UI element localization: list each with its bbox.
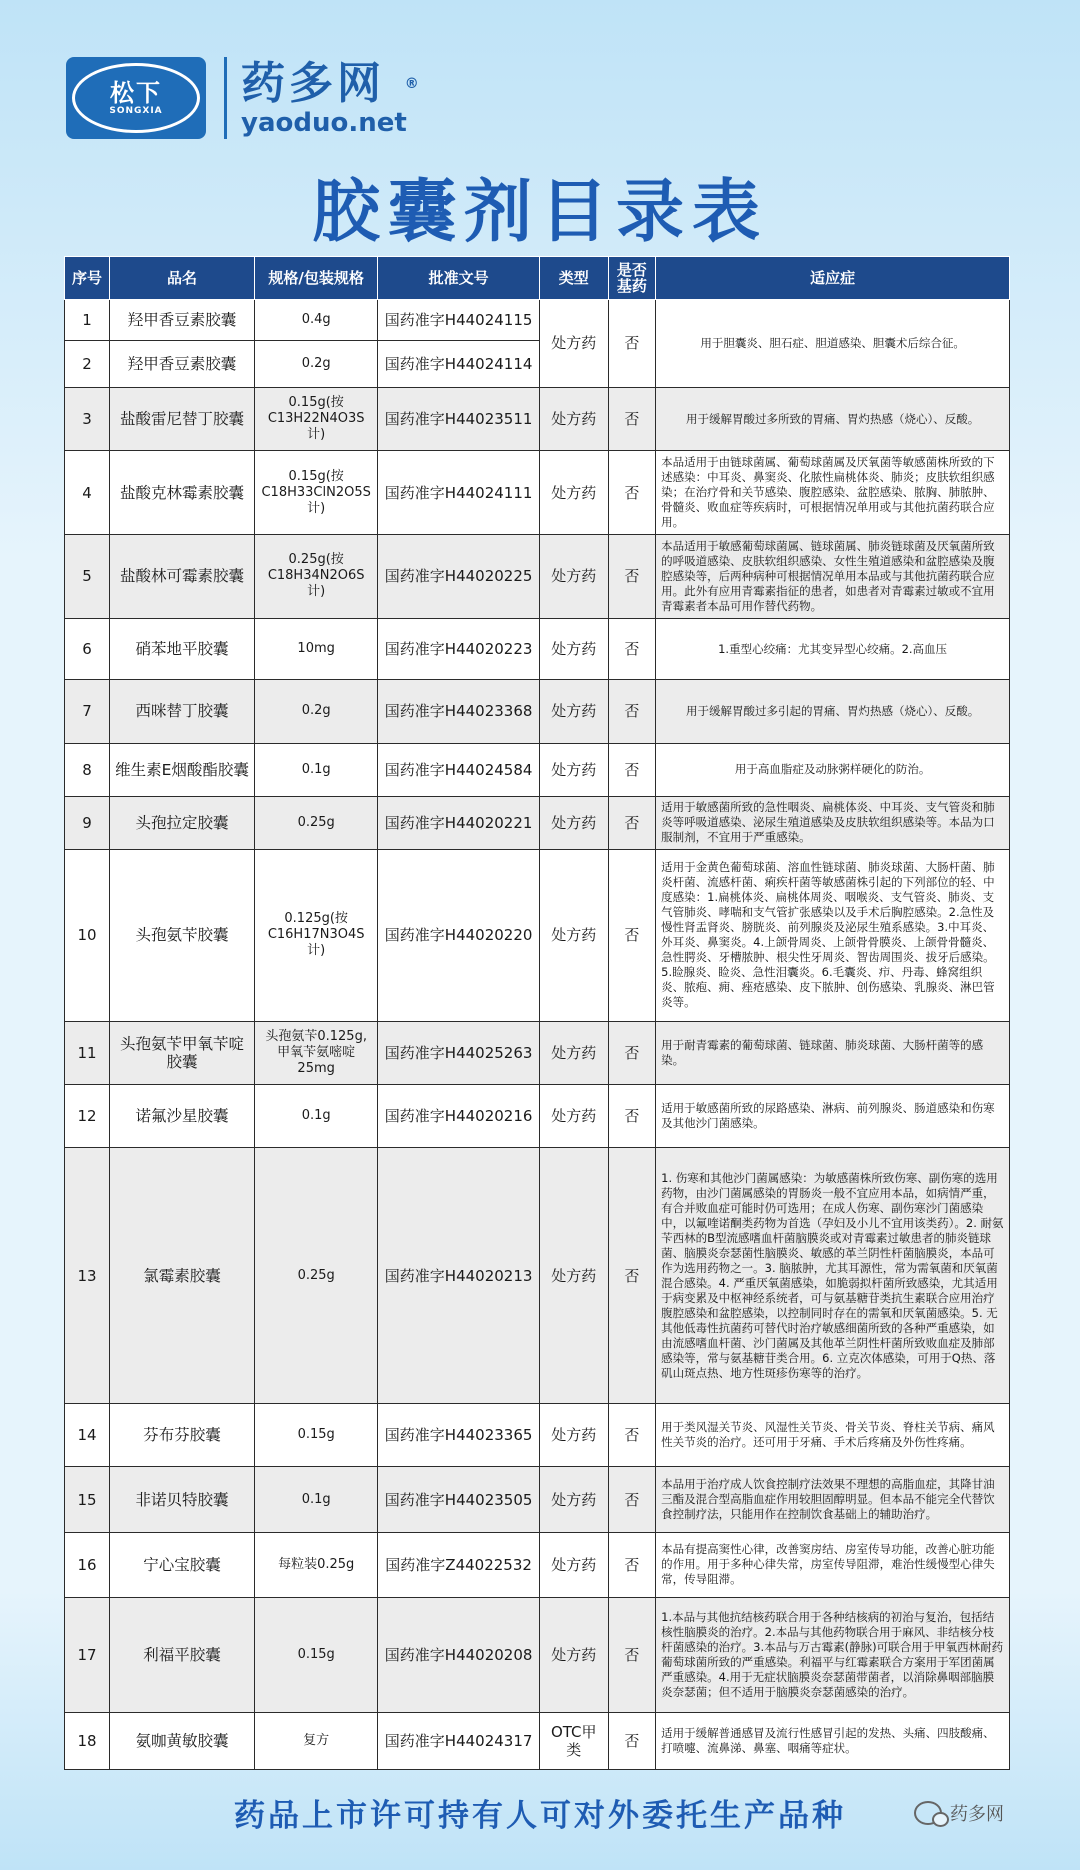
cell-indication: 用于缓解胃酸过多引起的胃痛、胃灼热感（烧心）、反酸。	[656, 680, 1010, 743]
table-row	[65, 387, 1010, 450]
cell-no: 3	[65, 387, 110, 450]
footer-caption: 药品上市许可持有人可对外委托生产品种	[234, 1798, 846, 1834]
site-en-name: yaoduo.net	[241, 108, 407, 138]
cell-name: 维生素E烟酸酯胶囊	[110, 743, 255, 796]
cell-approval: 国药准字H44020223	[378, 618, 539, 679]
page-title: 胶囊剂目录表	[311, 173, 768, 252]
cell-approval: 国药准字H44020213	[378, 1148, 539, 1404]
cell-essential: 否	[608, 680, 655, 743]
cell-essential: 否	[608, 796, 655, 849]
cell-type: 处方药	[539, 1021, 608, 1084]
table-row	[65, 796, 1010, 849]
cell-name: 盐酸雷尼替丁胶囊	[110, 387, 255, 450]
cell-essential: 否	[608, 1598, 655, 1712]
table-row	[65, 849, 1010, 1021]
cell-spec: 0.25g	[254, 796, 377, 849]
cell-spec: 0.1g	[254, 1467, 377, 1532]
capsule-catalog-table	[64, 256, 1010, 1770]
cell-essential: 否	[608, 1467, 655, 1532]
logo-oval	[72, 63, 200, 133]
cell-spec: 0.4g	[254, 300, 377, 341]
header-no: 序号	[65, 257, 110, 300]
cell-essential: 否	[608, 1021, 655, 1084]
cell-spec: 0.2g	[254, 680, 377, 743]
cell-approval: 国药准字H44025263	[378, 1021, 539, 1084]
cell-essential: 否	[608, 451, 655, 535]
cell-approval: 国药准字H44023511	[378, 387, 539, 450]
header-indication: 适应症	[656, 257, 1010, 300]
brand-divider	[224, 57, 227, 139]
table-row	[65, 300, 1010, 341]
cell-name: 羟甲香豆素胶囊	[110, 300, 255, 341]
site-cn-name: 药多网	[241, 58, 385, 109]
wechat-icon	[914, 1801, 942, 1825]
cell-name: 头孢氨苄甲氧苄啶胶囊	[110, 1021, 255, 1084]
cell-name: 芬布芬胶囊	[110, 1403, 255, 1466]
cell-approval: 国药准字H44020225	[378, 535, 539, 619]
cell-name: 氨咖黄敏胶囊	[110, 1712, 255, 1769]
cell-approval: 国药准字H44024114	[378, 340, 539, 387]
cell-type: 处方药	[539, 300, 608, 388]
cell-indication: 适用于金黄色葡萄球菌、溶血性链球菌、肺炎球菌、大肠杆菌、肺炎杆菌、流感杆菌、痢疾杆菌等敏感菌株引起的下列部位的轻、中度感染：1.扁桃体炎、扁桃体周炎、咽喉炎、支气管炎、肺炎、支气管肺炎、哮喘和支气管扩张感染以及手术后胸腔感染。2.急性及慢性肾盂肾炎、膀胱炎、前列腺炎及泌尿生殖系感染。3.中耳炎、外耳炎、鼻窦炎。4.上颌骨周炎、上颌骨骨膜炎、上颌骨骨髓炎、急性腭炎、牙槽脓肿、根尖性牙周炎、智齿周围炎、拔牙后感染。5.睑腺炎、睑炎、急性泪囊炎。6.毛囊炎、疖、丹毒、蜂窝组织炎、脓疱、痈、痤疮感染、皮下脓肿、创伤感染、乳腺炎、淋巴管炎等。	[656, 849, 1010, 1021]
cell-type: 处方药	[539, 1467, 608, 1532]
cell-indication: 适用于敏感菌所致的急性咽炎、扁桃体炎、中耳炎、支气管炎和肺炎等呼吸道感染、泌尿生殖道感染及皮肤软组织感染等。本品为口服制剂，不宜用于严重感染。	[656, 796, 1010, 849]
cell-spec: 0.15g	[254, 1403, 377, 1466]
cell-indication: 1.重型心绞痛：尤其变异型心绞痛。2.高血压	[656, 618, 1010, 679]
cell-indication: 1. 伤寒和其他沙门菌属感染：为敏感菌株所致伤寒、副伤寒的选用药物，由沙门菌属感染的胃肠炎一般不宜应用本品，如病情严重，有合并败血症可能时仍可选用；在成人伤寒、副伤寒沙门菌感染中，以氟喹诺酮类药物为首选（孕妇及小儿不宜用该类药）。2. 耐氨苄西林的B型流感嗜血杆菌脑膜炎或对青霉素过敏患者的肺炎链球菌、脑膜炎奈瑟菌性脑膜炎、敏感的革兰阴性杆菌脑膜炎，本品可作为选用药物之一。3. 脑脓肿，尤其耳源性，常为需氧菌和厌氧菌混合感染。4. 严重厌氧菌感染，如脆弱拟杆菌所致感染，尤其适用于病变累及中枢神经系统者，可与氨基糖苷类抗生素联合应用治疗腹腔感染和盆腔感染，以控制同时存在的需氧和厌氧菌感染。5. 无其他低毒性抗菌药可替代时治疗敏感细菌所致的各种严重感染，如由流感嗜血杆菌、沙门菌属及其他革兰阴性杆菌所致败血症及肺部感染等，常与氨基糖苷类合用。6. 立克次体感染，可用于Q热、落矶山斑点热、地方性斑疹伤寒等的治疗。	[656, 1148, 1010, 1404]
catalog-table-container	[64, 256, 1010, 1770]
logo-en-text: SONGXIA	[109, 106, 163, 116]
cell-no: 5	[65, 535, 110, 619]
table-row	[65, 1598, 1010, 1712]
brand-header	[66, 54, 423, 142]
cell-no: 11	[65, 1021, 110, 1084]
table-row	[65, 535, 1010, 619]
cell-no: 8	[65, 743, 110, 796]
cell-no: 13	[65, 1148, 110, 1404]
cell-indication: 1.本品与其他抗结核药联合用于各种结核病的初治与复治，包括结核性脑膜炎的治疗。2.本品与其他药物联合用于麻风、非结核分枝杆菌感染的治疗。3.本品与万古霉素(静脉)可联合用于甲氧西林耐药葡萄球菌所致的严重感染。利福平与红霉素联合方案用于军团菌属严重感染。4.用于无症状脑膜炎奈瑟菌带菌者，以消除鼻咽部脑膜炎奈瑟菌；但不适用于脑膜炎奈瑟菌感染的治疗。	[656, 1598, 1010, 1712]
cell-name: 羟甲香豆素胶囊	[110, 340, 255, 387]
cell-type: 处方药	[539, 1532, 608, 1597]
cell-approval: 国药准字H44023505	[378, 1467, 539, 1532]
cell-essential: 否	[608, 618, 655, 679]
cell-indication: 适用于缓解普通感冒及流行性感冒引起的发热、头痛、四肢酸痛、打喷嚏、流鼻涕、鼻塞、咽痛等症状。	[656, 1712, 1010, 1769]
cell-indication: 用于耐青霉素的葡萄球菌、链球菌、肺炎球菌、大肠杆菌等的感染。	[656, 1021, 1010, 1084]
cell-type: 处方药	[539, 1598, 608, 1712]
cell-essential: 否	[608, 1148, 655, 1404]
cell-type: 处方药	[539, 451, 608, 535]
cell-spec: 0.25g(按C18H34N2O6S计)	[254, 535, 377, 619]
table-row	[65, 451, 1010, 535]
cell-essential: 否	[608, 743, 655, 796]
watermark-text: 药多网	[950, 1804, 1004, 1825]
cell-type: 处方药	[539, 387, 608, 450]
cell-indication: 本品用于治疗成人饮食控制疗法效果不理想的高脂血症，其降甘油三酯及混合型高脂血症作用较胆固醇明显。但本品不能完全代替饮食控制疗法，只能用作在控制饮食基础上的辅助治疗。	[656, 1467, 1010, 1532]
cell-no: 14	[65, 1403, 110, 1466]
cell-spec: 0.1g	[254, 743, 377, 796]
cell-type: 处方药	[539, 1148, 608, 1404]
cell-type: 处方药	[539, 796, 608, 849]
cell-essential: 否	[608, 1712, 655, 1769]
cell-no: 1	[65, 300, 110, 341]
cell-approval: 国药准字H44020221	[378, 796, 539, 849]
cell-no: 7	[65, 680, 110, 743]
cell-spec: 0.25g	[254, 1148, 377, 1404]
cell-no: 10	[65, 849, 110, 1021]
cell-spec: 0.15g(按C18H33ClN2O5S计)	[254, 451, 377, 535]
cell-essential: 否	[608, 849, 655, 1021]
cell-name: 硝苯地平胶囊	[110, 618, 255, 679]
cell-approval: 国药准字Z44022532	[378, 1532, 539, 1597]
cell-essential: 否	[608, 300, 655, 388]
cell-no: 6	[65, 618, 110, 679]
cell-type: 处方药	[539, 680, 608, 743]
header-approval: 批准文号	[378, 257, 539, 300]
cell-approval: 国药准字H44024584	[378, 743, 539, 796]
cell-indication: 用于高血脂症及动脉粥样硬化的防治。	[656, 743, 1010, 796]
header-essential: 是否基药	[608, 257, 655, 300]
table-row	[65, 1148, 1010, 1404]
cell-approval: 国药准字H44023365	[378, 1403, 539, 1466]
cell-spec: 头孢氨苄0.125g,甲氧苄氨嘧啶25mg	[254, 1021, 377, 1084]
cell-approval: 国药准字H44023368	[378, 680, 539, 743]
table-row	[65, 1712, 1010, 1769]
cell-no: 4	[65, 451, 110, 535]
header-type: 类型	[539, 257, 608, 300]
cell-essential: 否	[608, 387, 655, 450]
cell-type: 处方药	[539, 1085, 608, 1148]
cell-indication: 本品有提高窦性心律，改善窦房结、房室传导功能，改善心脏功能的作用。用于多种心律失常，房室传导阻滞，难治性缓慢型心律失常，传导阻滞。	[656, 1532, 1010, 1597]
cell-name: 非诺贝特胶囊	[110, 1467, 255, 1532]
cell-spec: 每粒装0.25g	[254, 1532, 377, 1597]
cell-essential: 否	[608, 1403, 655, 1466]
cell-name: 诺氟沙星胶囊	[110, 1085, 255, 1148]
table-row	[65, 1467, 1010, 1532]
cell-type: 处方药	[539, 743, 608, 796]
cell-name: 氯霉素胶囊	[110, 1148, 255, 1404]
cell-indication: 适用于敏感菌所致的尿路感染、淋病、前列腺炎、肠道感染和伤寒及其他沙门菌感染。	[656, 1085, 1010, 1148]
cell-name: 头孢拉定胶囊	[110, 796, 255, 849]
cell-indication: 用于类风湿关节炎、风湿性关节炎、骨关节炎、脊柱关节病、痛风性关节炎的治疗。还可用于牙痛、手术后疼痛及外伤性疼痛。	[656, 1403, 1010, 1466]
cell-indication: 用于胆囊炎、胆石症、胆道感染、胆囊术后综合征。	[656, 300, 1010, 388]
header-name: 品名	[110, 257, 255, 300]
cell-name: 盐酸林可霉素胶囊	[110, 535, 255, 619]
cell-no: 16	[65, 1532, 110, 1597]
cell-indication: 本品适用于由链球菌属、葡萄球菌属及厌氧菌等敏感菌株所致的下述感染：中耳炎、鼻窦炎、化脓性扁桃体炎、肺炎；皮肤软组织感染；在治疗骨和关节感染、腹腔感染、盆腔感染、脓胸、肺脓肿、骨髓炎、败血症等疾病时，可根据情况单用或与其他抗菌药联合应用。	[656, 451, 1010, 535]
cell-no: 2	[65, 340, 110, 387]
cell-type: 处方药	[539, 535, 608, 619]
logo-cn-text: 松下	[110, 79, 162, 107]
cell-spec: 复方	[254, 1712, 377, 1769]
cell-no: 9	[65, 796, 110, 849]
cell-type: OTC甲类	[539, 1712, 608, 1769]
registered-mark: ®	[404, 76, 423, 92]
cell-spec: 0.2g	[254, 340, 377, 387]
cell-approval: 国药准字H44024115	[378, 300, 539, 341]
table-row	[65, 680, 1010, 743]
table-row	[65, 1403, 1010, 1466]
cell-type: 处方药	[539, 849, 608, 1021]
table-header-row	[65, 257, 1010, 300]
cell-essential: 否	[608, 1085, 655, 1148]
cell-type: 处方药	[539, 1403, 608, 1466]
cell-type: 处方药	[539, 618, 608, 679]
cell-approval: 国药准字H44024111	[378, 451, 539, 535]
cell-name: 利福平胶囊	[110, 1598, 255, 1712]
cell-spec: 0.15g(按C13H22N4O3S计)	[254, 387, 377, 450]
cell-no: 18	[65, 1712, 110, 1769]
cell-spec: 0.15g	[254, 1598, 377, 1712]
table-row	[65, 618, 1010, 679]
cell-no: 12	[65, 1085, 110, 1148]
cell-spec: 10mg	[254, 618, 377, 679]
cell-no: 17	[65, 1598, 110, 1712]
table-row	[65, 1021, 1010, 1084]
cell-approval: 国药准字H44024317	[378, 1712, 539, 1769]
table-row	[65, 1532, 1010, 1597]
cell-approval: 国药准字H44020220	[378, 849, 539, 1021]
cell-name: 宁心宝胶囊	[110, 1532, 255, 1597]
yaoduo-logo	[241, 58, 423, 138]
table-row	[65, 1085, 1010, 1148]
cell-indication: 用于缓解胃酸过多所致的胃痛、胃灼热感（烧心）、反酸。	[656, 387, 1010, 450]
cell-approval: 国药准字H44020208	[378, 1598, 539, 1712]
cell-name: 头孢氨苄胶囊	[110, 849, 255, 1021]
cell-name: 盐酸克林霉素胶囊	[110, 451, 255, 535]
wechat-watermark	[914, 1800, 1004, 1826]
cell-approval: 国药准字H44020216	[378, 1085, 539, 1148]
header-spec: 规格/包装规格	[254, 257, 377, 300]
cell-spec: 0.1g	[254, 1085, 377, 1148]
cell-essential: 否	[608, 535, 655, 619]
table-row	[65, 743, 1010, 796]
songxia-logo	[66, 57, 206, 139]
cell-no: 15	[65, 1467, 110, 1532]
cell-name: 西咪替丁胶囊	[110, 680, 255, 743]
cell-essential: 否	[608, 1532, 655, 1597]
cell-indication: 本品适用于敏感葡萄球菌属、链球菌属、肺炎链球菌及厌氧菌所致的呼吸道感染、皮肤软组织感染、女性生殖道感染和盆腔感染及腹腔感染等，后两种病种可根据情况单用本品或与其他抗菌药联合应用。此外有应用青霉素指征的患者，如患者对青霉素过敏或不宜用青霉素者本品可用作替代药物。	[656, 535, 1010, 619]
cell-spec: 0.125g(按C16H17N3O4S计)	[254, 849, 377, 1021]
